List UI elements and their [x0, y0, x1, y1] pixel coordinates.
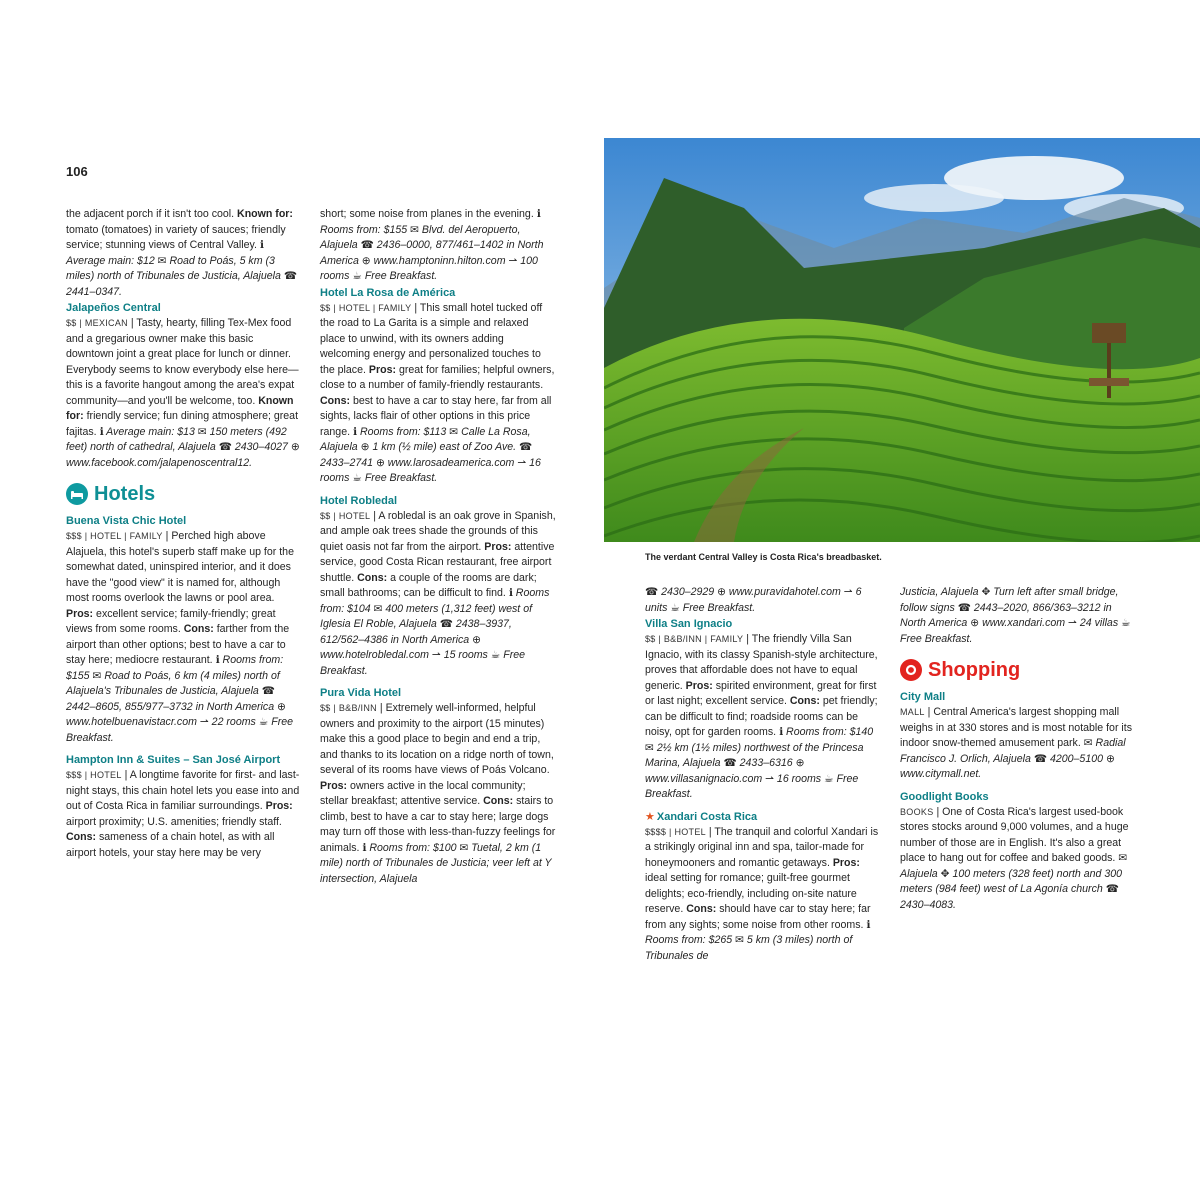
continued-entry: the adjacent porch if it isn't too cool. Known for: tomato (tomatoes) in variety of sauces; friendly service; stunning views of Central Valley. ℹ Average main: $12 ✉ Road to Poás, 5 km (3 miles) north of Tribunales de Justicia, Alajuela ☎ 2441–0347. [66, 208, 298, 298]
listing-title[interactable]: City Mall [900, 691, 946, 703]
column-3 [645, 585, 881, 970]
hotel-bed-icon [66, 483, 88, 505]
listing-hampton-inn: Hampton Inn & Suites – San José Airport $$$ | HOTEL | A longtime favorite for first- and last-night stays, this chain hotel lets you ease into and out of Costa Rica in familiar surroundings. Pros: airport proximity; U.S. amenities; friendly staff. Cons: sameness of a chain hotel, as with all airport hotels, your stay here may be very [66, 752, 302, 861]
listing-title[interactable]: Villa San Ignacio [645, 618, 733, 630]
listing-title[interactable]: Jalapeños Central [66, 302, 161, 314]
listing-title[interactable]: ★ Xandari Costa Rica [645, 810, 758, 823]
photo-caption: The verdant Central Valley is Costa Rica's breadbasket. [645, 552, 882, 562]
listing-title[interactable]: Hampton Inn & Suites – San José Airport [66, 754, 281, 766]
listing-villa-san-ignacio: Villa San Ignacio $$ | B&B/INN | FAMILY | The friendly Villa San Ignacio, with its classy Spanish-style architecture, proves that affordable does not have to equal generic. Pros: spirited environment, great for first or last night; excellent service. Cons: pet friendly; can be difficult to find; roadside rooms can be noisy, opt for garden rooms. ℹ Rooms from: $140 ✉ 2½ km (1½ miles) northwest of the Princesa Marina, Alajuela ☎ 2433–6316 ⊕ www.villasanignacio.com ⇀ 16 rooms ☕ Free Breakfast. [645, 616, 881, 803]
page-number: 106 [66, 164, 88, 179]
shopping-heading: Shopping [900, 659, 1136, 681]
listing-xandari: ★ Xandari Costa Rica $$$$ | HOTEL | The tranquil and colorful Xandari is a strikingly original inn and spa, tailor-made for honeymooners and romantic getaways. Pros: ideal setting for romance; guilt-free gourmet delights; eco-friendly, including on-site nature reserve. Cons: should have car to stay here; far from any sights; some noise from other rooms. ℹ Rooms from: $265 ✉ 5 km (3 miles) north of Tribunales de [645, 809, 881, 965]
listing-title[interactable]: Goodlight Books [900, 790, 989, 803]
shopping-icon [900, 659, 922, 681]
listing-jalapenos-central: Jalapeños Central $$ | MEXICAN | Tasty, hearty, filling Tex-Mex food and a gregarious owner make this basic downtown joint a great place for lunch or dinner. Everybody seems to know everybody else here—this is a favorite hangout among the area's expat community—and you'll be welcome, too. Known for: friendly service; fun dining atmosphere; great fajitas. ℹ Average main: $13 ✉ 150 meters (492 feet) north of cathedral, Alajuela ☎ 2430–4027 ⊕ www.facebook.com/jalapenoscentral12. [66, 300, 302, 471]
listing-buena-vista: Buena Vista Chic Hotel $$$ | HOTEL | FAMILY | Perched high above Alajuela, this hotel's superb staff make up for the somewhat dated, uninspired interior, and it does have the "good view" it is named for, although most rooms overlook the lawns or pool area. Pros: excellent service; family-friendly; great views from some rooms. Cons: farther from the airport than other options; best to have a car to stay here; mediocre restaurant. ℹ Rooms from: $155 ✉ Road to Poás, 6 km (4 miles) north of Alajuela's Tribunales de Justicia, Alajuela ☎ 2442–8605, 855/977–3732 in North America ⊕ www.hotelbuenavistacr.com ⇀ 22 rooms ☕ Free Breakfast. [66, 513, 302, 746]
listing-title[interactable]: Pura Vida Hotel [320, 687, 402, 699]
landscape-photo [604, 138, 1200, 542]
continued-entry: ☎ 2430–2929 ⊕ www.puravidahotel.com ⇀ 6 units ☕ Free Breakfast. [645, 586, 862, 614]
column-1 [66, 207, 302, 867]
listing-robledal: Hotel Robledal $$ | HOTEL | A robledal is an oak grove in Spanish, and ample oak trees shade the grounds of this quiet oasis not far from the airport. Pros: attentive service, good Costa Rican restaurant, free airport shuttle. Cons: a couple of the rooms are dark; small bathrooms; can be difficult to find. ℹ Rooms from: $104 ✉ 400 meters (1,312 feet) west of Iglesia El Roble, Alajuela ☎ 2438–3937, 612/562–4386 in North America ⊕ www.hotelrobledal.com ⇀ 15 rooms ☕ Free Breakfast. [320, 494, 556, 677]
column-2 [320, 207, 556, 893]
listing-title[interactable]: Buena Vista Chic Hotel [66, 515, 187, 527]
star-icon: ★ [645, 810, 655, 823]
listing-la-rosa: Hotel La Rosa de América $$ | HOTEL | FAMILY | This small hotel tucked off the road to La Garita is a simple and relaxed place to unwind, with its owners adding welcoming energy and personalized touches to the place. Pros: great for families; helpful owners, close to a number of family-friendly restaurants. Cons: best to have a car to stay here, far from all sights, lacks flair of other options in this price range. ℹ Rooms from: $113 ✉ Calle La Rosa, Alajuela ⊕ 1 km (½ mile) east of Zoo Ave. ☎ 2433–2741 ⊕ www.larosadeamerica.com ⇀ 16 rooms ☕ Free Breakfast. [320, 286, 555, 484]
column-4 [900, 585, 1136, 919]
continued-entry: Justicia, Alajuela ✥ Turn left after small bridge, follow signs ☎ 2443–2020, 866/363–3212 in North America ⊕ www.xandari.com ⇀ 24 villas ☕ Free Breakfast. [900, 586, 1131, 645]
central-valley-illustration [604, 138, 1200, 542]
listing-title[interactable]: Hotel Robledal [320, 494, 398, 507]
hotels-heading: Hotels [66, 483, 302, 505]
listing-title[interactable]: Hotel La Rosa de América [320, 286, 456, 299]
continued-entry: short; some noise from planes in the evening. ℹ Rooms from: $155 ✉ Blvd. del Aeropuerto, Alajuela ☎ 2436–0000, 877/461–1402 in North America ⊕ www.hamptoninn.hilton.com ⇀ 100 rooms ☕ Free Breakfast. [320, 208, 544, 282]
listing-goodlight-books: Goodlight Books BOOKS | One of Costa Rica's largest used-book stores stocks around 9,000 volumes, and a huge number of those are in English. It's also a great place to hang out for coffee and baked goods. ✉ Alajuela ✥ 100 meters (328 feet) north and 300 meters (984 feet) west of La Agonía church ☎ 2430–4083. [900, 789, 1136, 914]
listing-pura-vida: Pura Vida Hotel $$ | B&B/INN | Extremely well-informed, helpful owners and proximity to the airport (15 minutes) make this a good place to begin and end a trip, and thanks to its location on a ridge north of town, several of its rooms have views of Poás Volcano. Pros: owners active in the local community; stellar breakfast; attentive service. Cons: stairs to climb, best to have a car to stay here; large dogs may turn off those with less-than-fuzzy feelings for animals. ℹ Rooms from: $100 ✉ Tuetal, 2 km (1 mile) north of Tribunales de Justicia; veer left at Y intersection, Alajuela [320, 687, 556, 885]
listing-city-mall: City Mall MALL | Central America's largest shopping mall weighs in at 330 stores and is most notable for its indoor snow-themed amusement park. ✉ Radial Francisco J. Orlich, Alajuela ☎ 4200–5100 ⊕ www.citymall.net. [900, 689, 1136, 783]
